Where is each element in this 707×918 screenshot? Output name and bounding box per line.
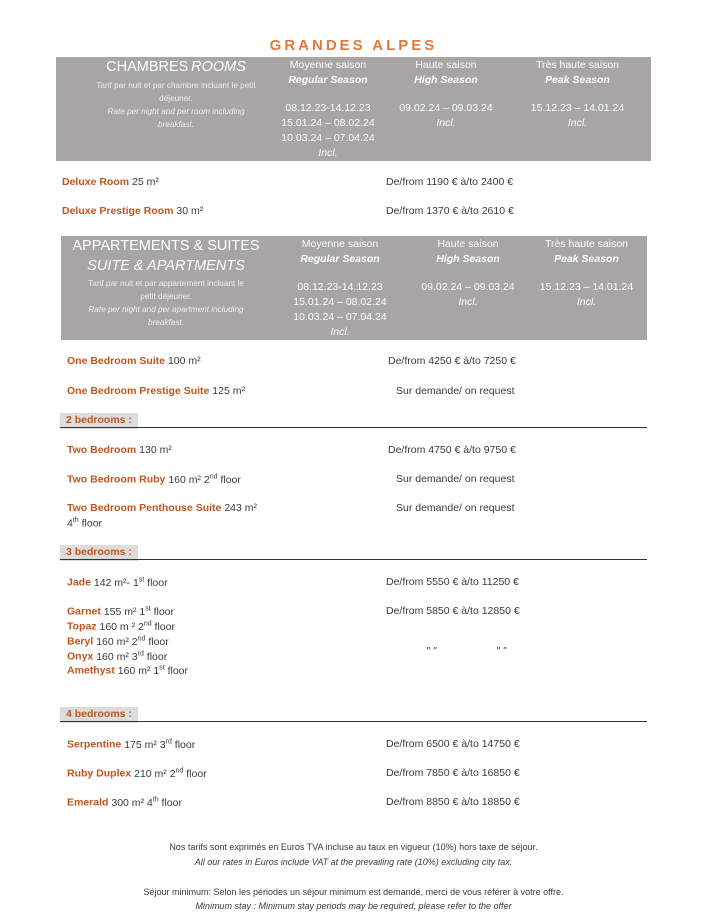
- suites-col2-en: High Season: [436, 253, 500, 265]
- suites-col1-incl: Incl.: [330, 326, 350, 338]
- suites-col1-dates-2: 15.01.24 – 08.02.24: [293, 296, 387, 308]
- room-price: De/from 4750 € à/to 9750 €: [388, 444, 516, 456]
- room-price: De/from 6500 € à/to 14750 €: [386, 738, 520, 750]
- rooms-col1-incl: Incl.: [318, 147, 338, 159]
- rooms-col2-dates-1: 09.02.24 – 09.03.24: [399, 102, 493, 114]
- room-name: Jade: [67, 576, 91, 589]
- suites-title-en: [61, 259, 271, 276]
- list-item: [67, 796, 182, 809]
- room-size: 25 m²: [132, 176, 159, 188]
- room-size: 130 m²: [139, 444, 172, 456]
- suites-note-fr-2: petit déjeuner.: [140, 292, 192, 301]
- suites-col1-fr: Moyenne saison: [301, 238, 379, 250]
- room-size: 160 m² 2nd floor: [168, 473, 241, 486]
- group-heading-4-bedrooms: 4 bedrooms :: [60, 707, 138, 723]
- room-price: Sur demande/ on request: [396, 385, 515, 397]
- room-size: 125 m²: [212, 385, 245, 397]
- room-name: One Bedroom Prestige Suite: [67, 385, 210, 397]
- room-price: De/from 4250 € à/to 7250 €: [388, 355, 516, 367]
- suites-col2-fr: Haute saison: [437, 238, 499, 250]
- divider: [60, 427, 647, 428]
- room-size: 210 m² 2nd floor: [134, 767, 207, 780]
- group-heading-2-bedrooms: 2 bedrooms :: [60, 413, 138, 429]
- room-size: 30 m²: [176, 205, 204, 217]
- footer-min-stay-en: Minimum stay : Minimum stay periods may be required, please refer to the offer: [195, 901, 512, 911]
- rooms-note-fr-1: Tarif par nuit et par chambre incluant le petit: [96, 81, 256, 90]
- rooms-col1-fr: Moyenne saison: [289, 59, 367, 71]
- suites-col3-en: Peak Season: [554, 253, 619, 265]
- room-name: Garnet: [67, 605, 101, 618]
- room-price: De/from 7850 € à/to 16850 €: [386, 767, 520, 779]
- room-size: 243 m²: [224, 502, 258, 514]
- room-name: Deluxe Prestige Room: [62, 205, 174, 217]
- room-name: Two Bedroom Penthouse Suite: [67, 502, 222, 514]
- room-name: Two Bedroom: [67, 444, 137, 456]
- room-price: De/from 1190 € à/to 2400 €: [386, 176, 514, 188]
- list-item: [67, 738, 195, 751]
- rooms-col1-dates-2: 15.01.24 – 08.02.24: [281, 117, 375, 129]
- ditto-mark: " ": [496, 645, 507, 657]
- rooms-col3-incl: Incl.: [567, 117, 588, 129]
- group-heading-3-bedrooms: 3 bedrooms :: [60, 545, 138, 561]
- room-size: 160 m² 3rd floor: [96, 650, 168, 663]
- suites-col3-incl: Incl.: [576, 296, 597, 308]
- room-name: Ruby Duplex: [67, 767, 132, 780]
- list-item: [67, 355, 201, 367]
- suites-title-en-text: SUITE & APARTMENTS: [87, 258, 245, 274]
- rooms-col1-dates-3: 10.03.24 – 07.04.24: [281, 132, 375, 144]
- rooms-title-fr: CHAMBRES: [106, 59, 189, 75]
- room-price: De/from 5850 € à/to 12850 €: [386, 605, 520, 617]
- footer-min-stay-fr: Séjour minimum: Selon les périodes un séjour minimum est demandé, merci de vous référer à votre offre.: [143, 887, 564, 897]
- room-size: 100 m²: [167, 355, 201, 367]
- room-name: Serpentine: [67, 738, 122, 751]
- suites-col2-incl: Incl.: [458, 296, 478, 308]
- suites-note-fr-1: Tarif par nuit et par appartement incluant le: [88, 279, 244, 288]
- suites-col1-dates-1: 08.12.23-14.12.23: [297, 281, 383, 293]
- rooms-note-fr-2: déjeuner.: [159, 94, 193, 103]
- list-item: [67, 650, 167, 663]
- room-size: 155 m² 1st floor: [103, 605, 174, 618]
- suites-title-fr: [61, 239, 271, 256]
- rooms-header-title: [56, 60, 296, 77]
- room-floor: 4th floor: [67, 517, 103, 530]
- list-item: [67, 767, 207, 780]
- rooms-note-en-1: Rate per night and per room including: [107, 107, 245, 116]
- rooms-col2-fr: Haute saison: [415, 59, 477, 71]
- list-item: [67, 605, 174, 618]
- room-size: 175 m² 3rd floor: [124, 738, 196, 751]
- suites-note-en-1: Rate per night and per apartment including: [88, 305, 244, 314]
- list-item: [62, 176, 159, 188]
- room-name: Emerald: [67, 796, 109, 809]
- room-size: 160 m² 1st floor: [117, 664, 189, 677]
- suites-col3-dates-1: 15.12.23 – 14.01.24: [539, 281, 634, 293]
- document-title: GRANDES ALPES: [269, 37, 438, 54]
- list-item: [67, 635, 169, 648]
- room-price: De/from 5550 € à/to 11250 €: [386, 576, 519, 588]
- suites-col2-dates-1: 09.02.24 – 09.03.24: [421, 281, 515, 293]
- rooms-header-band: [56, 57, 651, 161]
- suites-col1-dates-3: 10.03.24 – 07.04.24: [293, 311, 387, 323]
- rooms-col3-dates-1: 15.12.23 – 14.01.24: [530, 102, 625, 114]
- room-name: Amethyst: [67, 664, 115, 677]
- room-name: One Bedroom Suite: [67, 355, 166, 367]
- room-name: Topaz: [67, 620, 97, 633]
- room-size: 300 m² 4th floor: [111, 796, 182, 809]
- suites-title-fr-text: APPARTEMENTS & SUITES: [72, 238, 260, 254]
- rooms-col2-incl: Incl.: [436, 117, 456, 129]
- suites-note-en-2: breakfast.: [148, 318, 184, 327]
- suites-col1-en: Regular Season: [300, 253, 380, 265]
- rooms-title-en: ROOMS: [191, 59, 246, 75]
- room-name: Beryl: [67, 635, 94, 648]
- room-price: Sur demande/ on request: [396, 502, 515, 514]
- rooms-note-en-2: breakfast.: [158, 120, 194, 129]
- room-name: Two Bedroom Ruby: [67, 473, 166, 486]
- list-item: [67, 502, 257, 514]
- room-name: Deluxe Room: [62, 176, 130, 188]
- divider: [60, 559, 647, 560]
- suites-header-band: [61, 236, 647, 340]
- suites-col3-fr: Très haute saison: [544, 238, 629, 250]
- room-size: 160 m² 2nd floor: [96, 635, 169, 648]
- list-item: [67, 620, 175, 633]
- list-item: [67, 385, 245, 397]
- footer-note-en: All our rates in Euros include VAT at the prevailing rate (10%) excluding city tax.: [194, 857, 513, 867]
- room-price: De/from 1370 € à/to 2610 €: [386, 205, 514, 217]
- ditto-mark: " ": [426, 645, 437, 657]
- room-size: 142 m²- 1st floor: [93, 576, 168, 589]
- room-name: Onyx: [67, 650, 94, 663]
- footer-note-fr: Nos tarifs sont exprimés en Euros TVA incluse au taux en vigueur (10%) hors taxe de séjour.: [169, 842, 538, 852]
- rooms-col2-en: High Season: [414, 74, 478, 86]
- rooms-col1-en: Regular Season: [288, 74, 368, 86]
- room-size: 160 m ² 2nd floor: [99, 620, 175, 633]
- list-item: [67, 576, 168, 589]
- rooms-col1-dates-1: 08.12.23-14.12.23: [285, 102, 371, 114]
- list-item: [67, 664, 188, 677]
- list-item: [67, 444, 172, 456]
- room-price: De/from 8850 € à/to 18850 €: [386, 796, 520, 808]
- list-item: [62, 205, 203, 217]
- divider: [60, 721, 647, 722]
- list-item: [67, 473, 241, 486]
- rooms-col3-fr: Très haute saison: [535, 59, 620, 71]
- room-price: Sur demande/ on request: [396, 473, 515, 485]
- rooms-col3-en: Peak Season: [545, 74, 610, 86]
